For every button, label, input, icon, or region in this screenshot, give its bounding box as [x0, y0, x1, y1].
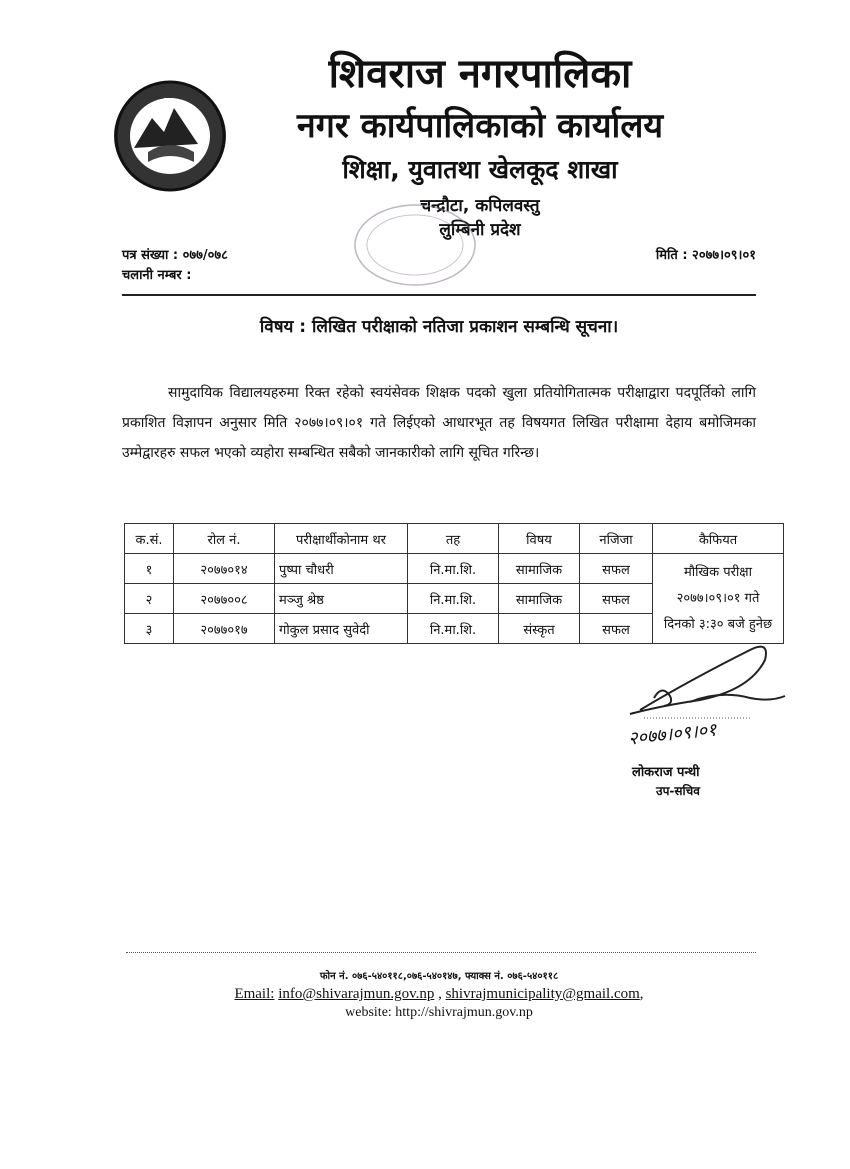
column-header: परीक्षार्थीकोनाम थर: [275, 524, 408, 554]
remark-line: मौखिक परीक्षा: [683, 564, 752, 580]
reference-number: पत्र संख्या : ०७७/०७८: [122, 248, 228, 263]
office-stamp: [340, 195, 490, 295]
contact-email-line: Email: info@shivarajmun.gov.np , shivrajmunicipality@gmail.com,: [234, 986, 644, 1002]
roll-cell: २०७७००८: [174, 584, 275, 614]
level-cell: नि.मा.शि.: [408, 554, 499, 584]
signatory-name: लोकराज पन्थी: [632, 765, 700, 780]
subject-cell: सामाजिक: [499, 554, 580, 584]
serial-cell: ३: [125, 614, 174, 644]
signature-date: २०७७।०९।०१: [627, 719, 718, 750]
column-header: विषय: [499, 524, 580, 554]
notice-body: सामुदायिक विद्यालयहरुमा रिक्त रहेको स्वयंसेवक शिक्षक पदको खुला प्रतियोगितात्मक परीक्षाद्वारा पदपूर्तिको लागि प्रकाशित विज्ञापन अनुसार मिति २०७७।०९।०१ गते लिईएको आधारभूत तह विषयगत लिखित परीक्षामा देहाय बमोजिमका उम्मेद्वारहरु सफल भएको व्यहोरा सम्बन्धित सबैको जानकारीको लागि सूचित गरिन्छ।: [122, 385, 756, 461]
website-link[interactable]: http://shivrajmun.gov.np: [395, 1005, 533, 1020]
column-header: तह: [408, 524, 499, 554]
serial-cell: १: [125, 554, 174, 584]
website-line: [122, 1005, 756, 1021]
column-header: कैफियत: [653, 524, 784, 554]
municipality-name: शिवराज नगरपालिका: [328, 51, 632, 97]
level-cell: नि.मा.शि.: [408, 584, 499, 614]
table-row: [125, 554, 784, 584]
signatory-title: उप-सचिव: [656, 784, 700, 798]
email-label: Email:: [234, 986, 275, 1002]
subject-cell: संस्कृत: [499, 614, 580, 644]
remark-line: दिनको ३:३० बजे हुनेछ: [663, 616, 773, 632]
remark-cell: [653, 554, 784, 644]
province-line: लुम्बिनी प्रदेश: [439, 220, 521, 240]
office-name: नगर कार्यपालिकाको कार्यालय: [296, 106, 664, 146]
candidate-name-cell: गोकुल प्रसाद सुवेदी: [275, 614, 408, 644]
roll-cell: २०७७०१४: [174, 554, 275, 584]
candidate-name-cell: मञ्जु श्रेष्ठ: [275, 584, 408, 614]
subject-line: विषय : लिखित परीक्षाको नतिजा प्रकाशन सम्बन्धि सूचना।: [259, 317, 619, 337]
roll-cell: २०७७०१७: [174, 614, 275, 644]
subject-cell: सामाजिक: [499, 584, 580, 614]
result-cell: सफल: [580, 614, 653, 644]
email-separator: ,: [438, 986, 442, 1002]
email-link-secondary[interactable]: shivrajmunicipality@gmail.com: [445, 986, 640, 1002]
section-name: शिक्षा, युवातथा खेलकूद शाखा: [342, 155, 618, 184]
table-header-row: [125, 524, 784, 554]
serial-cell: २: [125, 584, 174, 614]
address-line: चन्द्रौटा, कपिलवस्तु: [420, 196, 540, 216]
column-header: नजिजा: [580, 524, 653, 554]
result-cell: सफल: [580, 554, 653, 584]
footer-divider: [126, 952, 756, 953]
result-cell: सफल: [580, 584, 653, 614]
level-cell: नि.मा.शि.: [408, 614, 499, 644]
dispatch-number: चलानी नम्बर :: [122, 268, 192, 283]
letter-date: मिति : २०७७।०९।०१: [655, 248, 756, 263]
contact-phone: फोन नं. ०७६-५४०११८,०७६-५४०१४७, फ्याक्स नं. ०७६-५४०११८: [319, 971, 559, 982]
candidate-name-cell: पुष्पा चौधरी: [275, 554, 408, 584]
results-table: [124, 523, 784, 644]
remark-line: २०७७।०९।०१ गते: [676, 590, 760, 606]
header-divider: [122, 294, 756, 296]
email-link-primary[interactable]: info@shivarajmun.gov.np: [278, 986, 435, 1002]
column-header: क.सं.: [125, 524, 174, 554]
website-label: website:: [345, 1005, 392, 1020]
column-header: रोल नं.: [174, 524, 275, 554]
